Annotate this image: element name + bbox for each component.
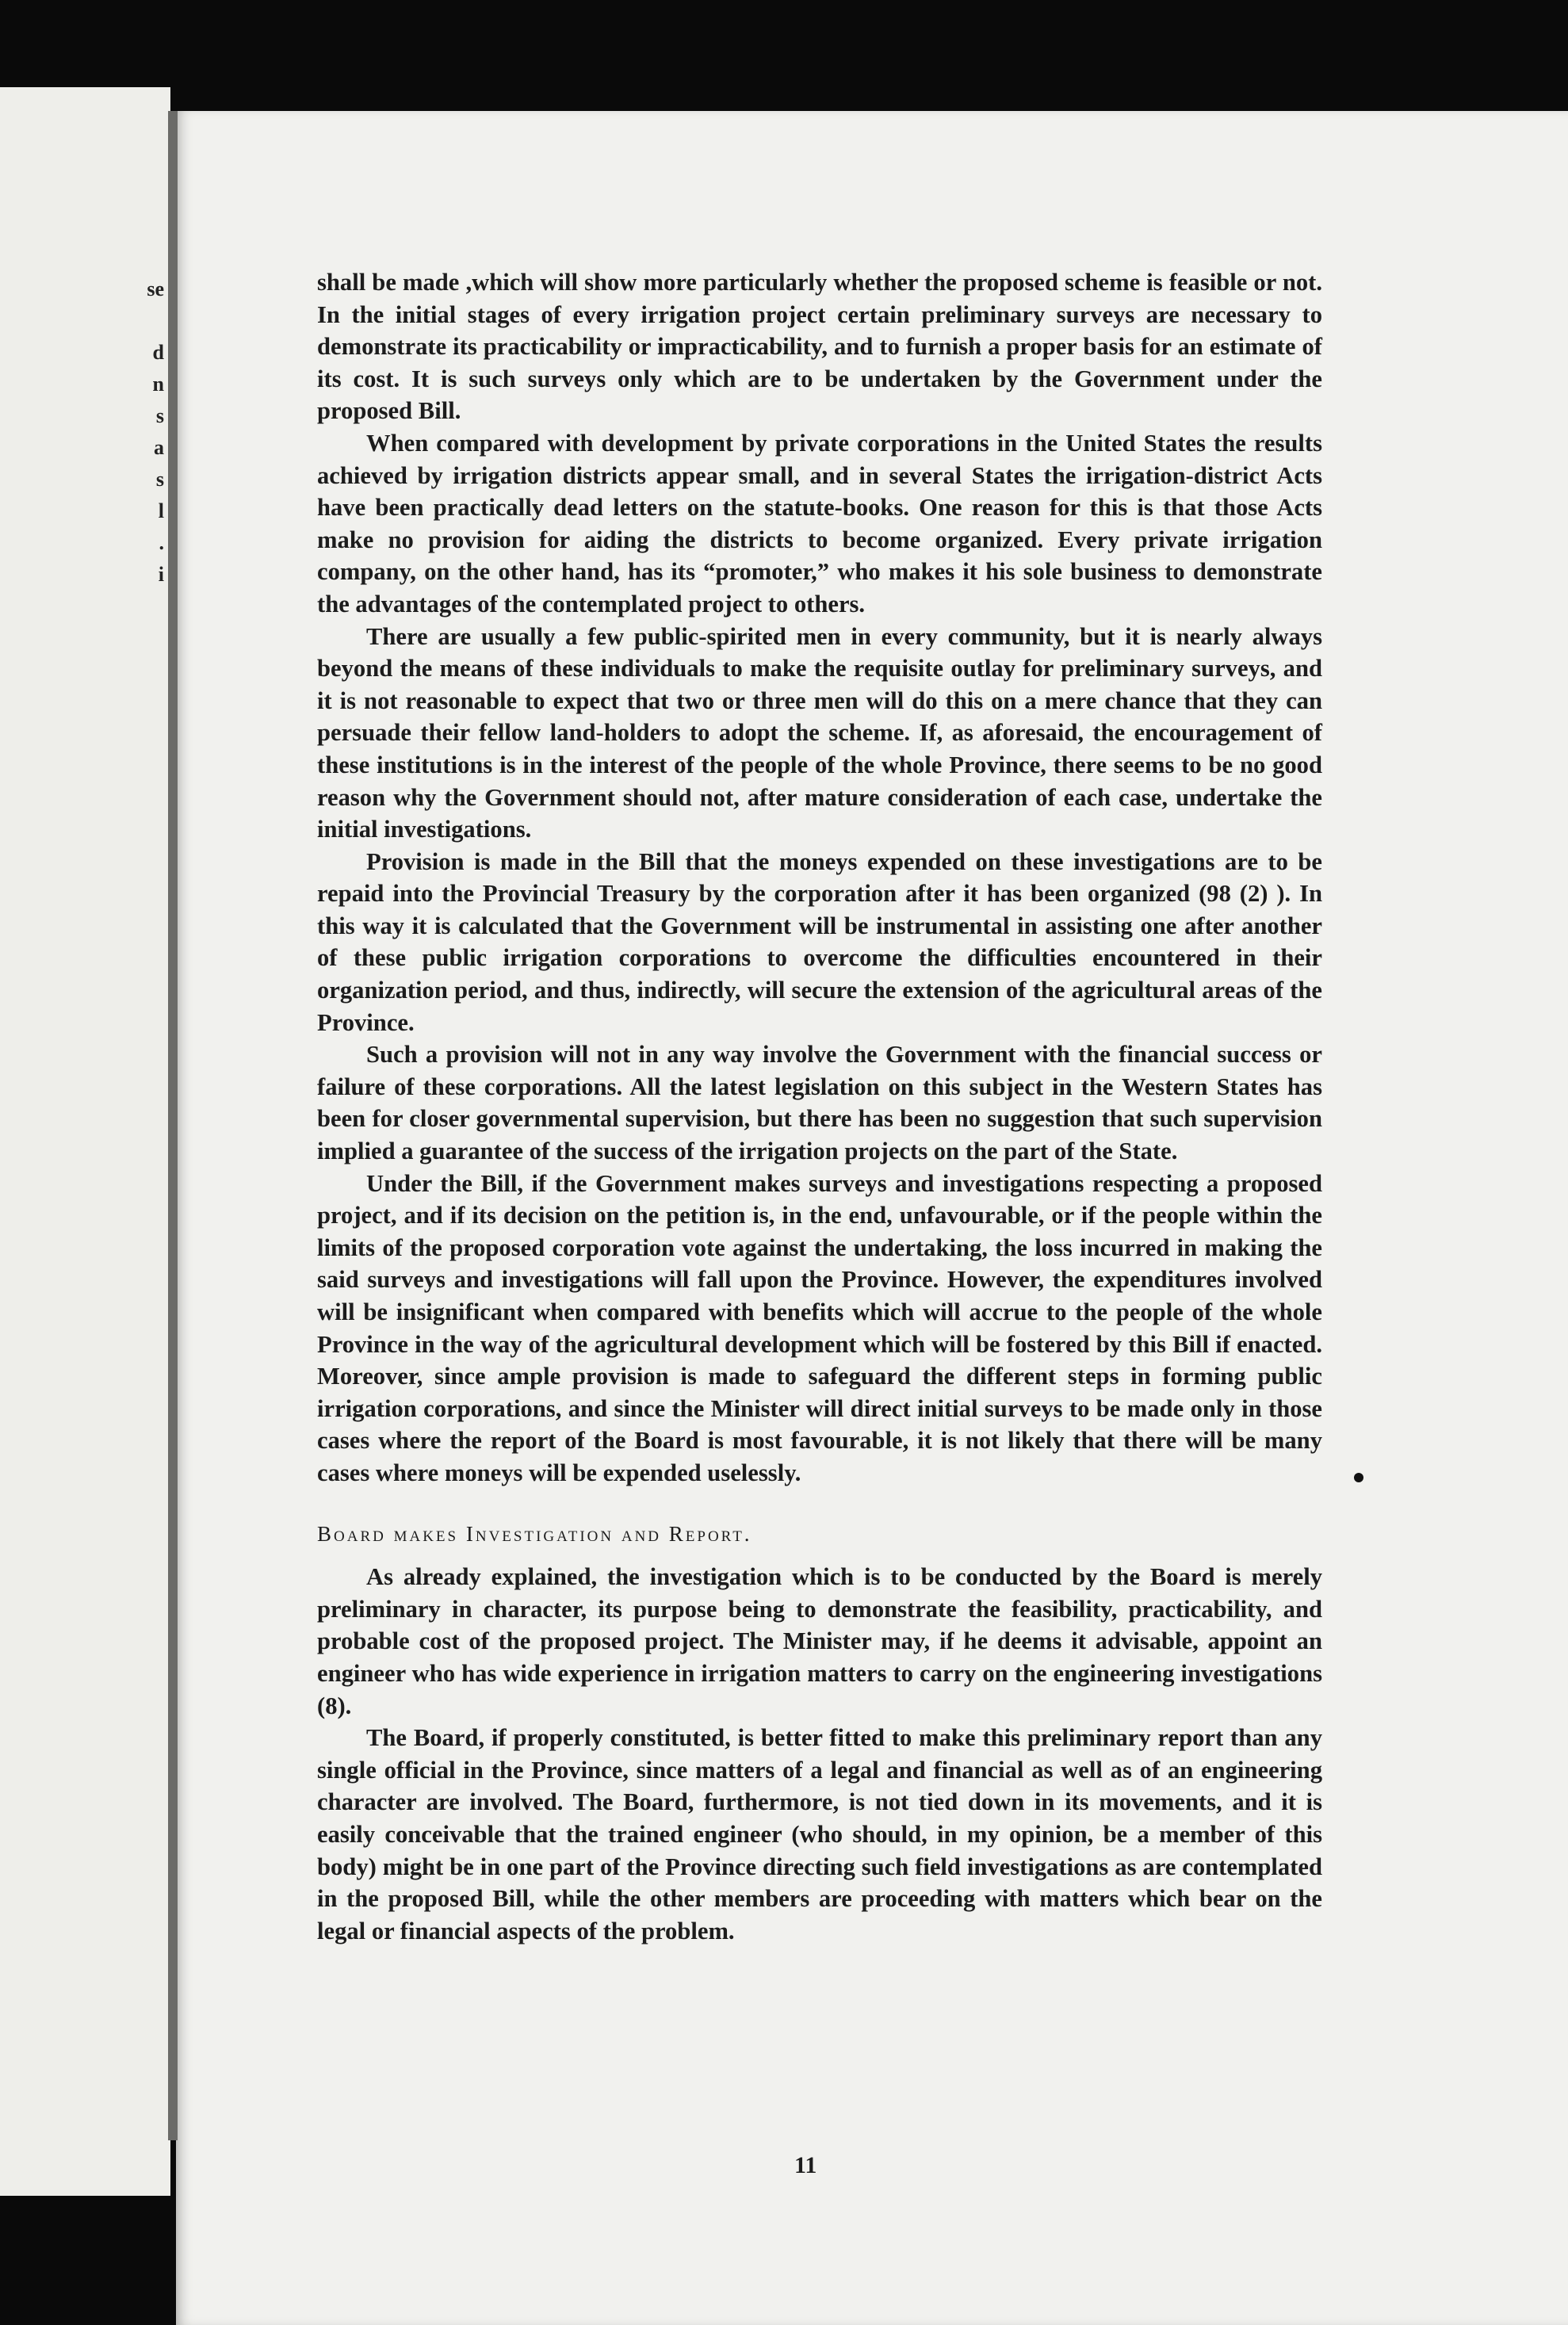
paragraph: Such a provision will not in any way involve the Government with the financial success or failure of these corporations. All the latest legislation on this subject in the Western States has been for closer governmental supervision, but there has been no suggestion that such supervision implied a guarantee of the success of the irrigation projects on the part of the State. — [317, 1041, 1322, 1165]
paragraph: As already explained, the investigation which is to be conducted by the Board is merely preliminary in character, its purpose being to demonstrate the feasibility, practicability, and probable cost of the proposed project. The Minister may, if he deems it advisable, appoint an engineer who has wide experience in irrigation matters to carry on the engineering investigations (8). — [317, 1563, 1322, 1719]
margin-fragment: l — [158, 499, 164, 522]
paragraph: The Board, if properly constituted, is better fitted to make this preliminary report than any single official in the Province, since matters of a legal and financial as well as of an engineering character are involved. The Board, furthermore, is not tied down in its movements, and it is easily conceivable that the trained engineer (who should, in my opinion, be a member of this body) might be in one part of the Province directing such field investigations as are contemplated in the proposed Bill, while the other members are proceeding with matters which bear on the legal or financial aspects of the problem. — [317, 1724, 1322, 1945]
margin-fragment: d — [152, 341, 164, 364]
ink-speck — [1354, 1473, 1363, 1482]
section-heading: Board makes Investigation and Report. — [317, 1521, 752, 1546]
paragraph: Under the Bill, if the Government makes surveys and investigations respecting a proposed project, and if its decision on the petition is, in the end, unfavourable, or if the people within the limits of the proposed corporation vote against the undertaking, the loss incurred in making the said surveys and investigations will fall upon the Province. However, the expenditures involved will be insignificant when compared with benefits which will accrue to the people of the whole Province in the way of the agricultural development which will be fostered by this Bill if enacted. Moreover, since ample provision is made to safeguard the different steps in forming public irrigation corporations, and since the Minister will direct initial surveys to be made only in those cases where the report of the Board is most favourable, it is not likely that there will be many cases where moneys will be expended uselessly. — [317, 1169, 1322, 1486]
margin-fragment: a — [154, 436, 164, 459]
document-page — [176, 111, 1568, 2325]
page-number: 11 — [794, 2152, 817, 2178]
facing-page-strip — [0, 87, 170, 2196]
paragraph: shall be made ,which will show more particularly whether the proposed scheme is feasible or not. In the initial stages of every irrigation project certain preliminary surveys are necessary to demonstrate its practicability or impracticability, and to furnish a proper basis for an estimate of its cost. It is such surveys only which are to be undertaken by the Government under the proposed Bill. — [317, 269, 1322, 425]
paragraph: Provision is made in the Bill that the moneys expended on these investigations are to be repaid into the Provincial Treasury by the corporation after it has been organized (98 (2) ). In this way it is calculated that the Government will be instrumental in assisting one after another of these public irrigation corporations to overcome the difficulties encountered in their organization period, and thus, indirectly, will secure the extension of the agricultural areas of the Province. — [317, 847, 1322, 1036]
paragraph: When compared with development by private corporations in the United States the results achieved by irrigation districts appear small, and in several States the irrigation-district Acts have been practically dead letters on the statute-books. One reason for this is that those Acts make no provision for aiding the districts to become organized. Every private irrigation company, on the other hand, has its “promoter,” who makes it his sole business to demonstrate the advantages of the contemplated project to others. — [317, 429, 1322, 618]
margin-fragment: s — [155, 404, 164, 427]
margin-fragment: se — [147, 277, 164, 300]
book-spine-shadow — [168, 111, 178, 2140]
body-text — [317, 266, 1322, 1947]
paragraph: There are usually a few public-spirited men in every community, but it is nearly always beyond the means of these individuals to make the requisite outlay for preliminary surveys, and it is not reasonable to expect that two or three men will do this on a mere chance that they can persuade their fellow land-holders to adopt the scheme. If, as aforesaid, the encouragement of these institutions is in the interest of the people of the whole Province, there seems to be no good reason why the Government should not, after mature consideration of each case, undertake the initial investigations. — [317, 622, 1322, 843]
margin-fragment: s — [155, 468, 164, 491]
margin-fragment: i — [158, 563, 164, 586]
margin-fragment: . — [159, 531, 164, 554]
margin-fragment: n — [152, 373, 164, 396]
